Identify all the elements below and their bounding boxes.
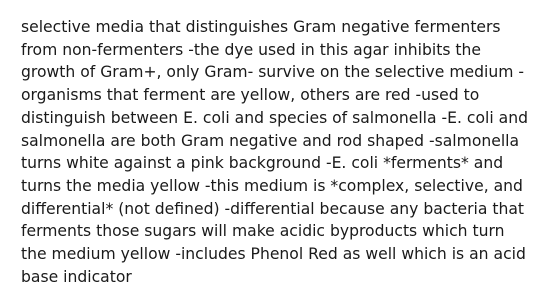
text-line: the medium yellow -includes Phenol Red as well which is an acid	[21, 245, 526, 264]
text-line: from non-fermenters -the dye used in this agar inhibits the	[21, 40, 481, 59]
text-line: turns the media yellow -this medium is *complex, selective, and	[21, 176, 523, 195]
text-line: ferments those sugars will make acidic byproducts which turn	[21, 222, 505, 241]
text-line: growth of Gram+, only Gram- survive on the selective medium -	[21, 63, 524, 82]
text-line: organisms that ferment are yellow, others are red -used to	[21, 86, 480, 105]
text-line: turns white against a pink background -E. coli *ferments* and	[21, 154, 504, 173]
text-line: differential* (not defined) -differential because any bacteria that	[21, 199, 525, 218]
text-line: selective media that distinguishes Gram negative fermenters	[21, 18, 501, 36]
text-line: salmonella are both Gram negative and rod shaped -salmonella	[21, 131, 520, 150]
text-line: base indicator	[21, 267, 132, 286]
text-line: distinguish between E. coli and species of salmonella -E. coli and	[21, 108, 528, 127]
